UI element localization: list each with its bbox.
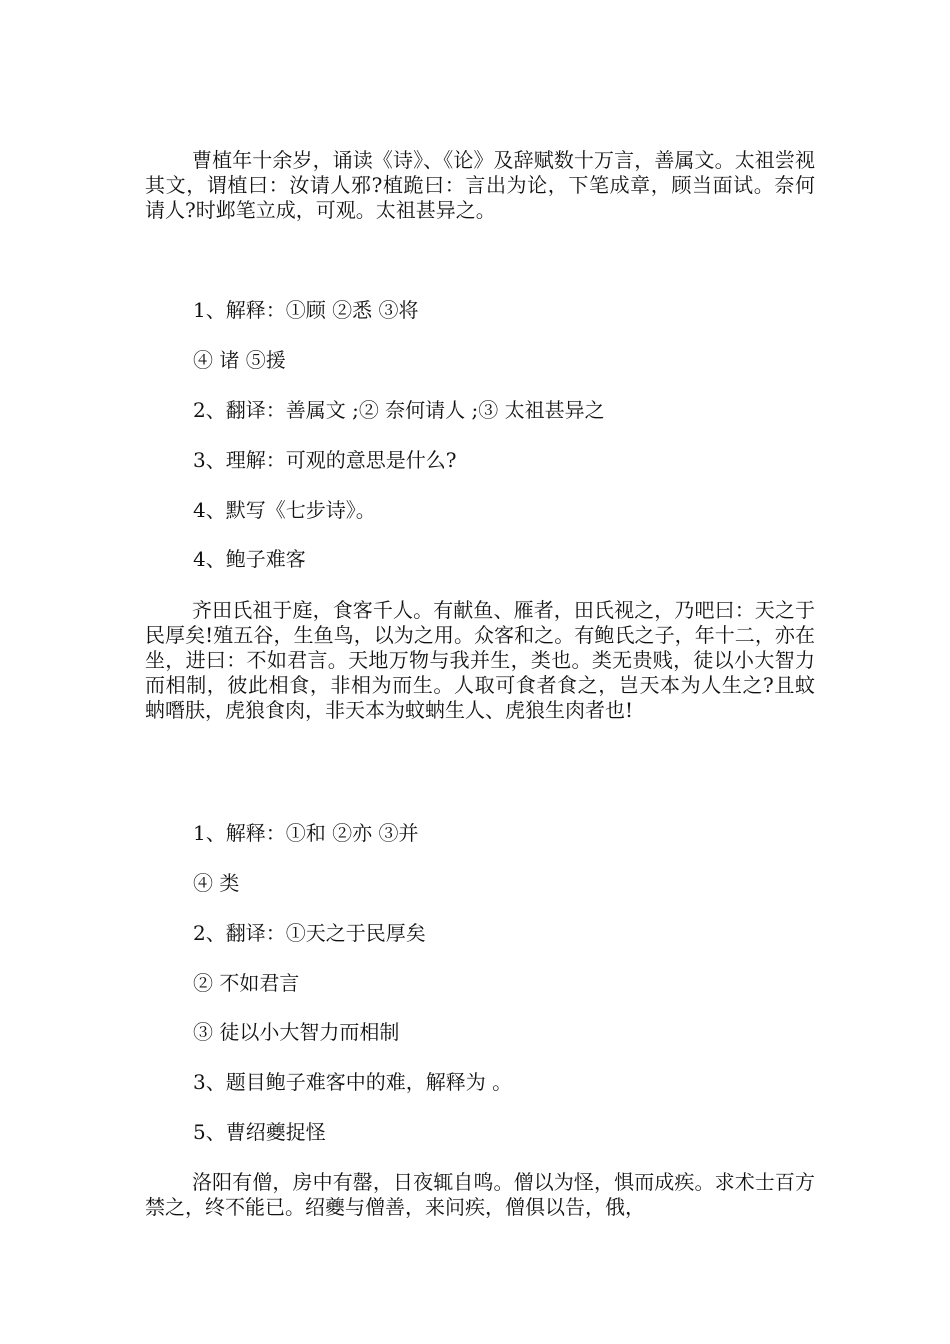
section-title-cao-shao-kui: 5、曹绍夔捉怪: [193, 1120, 326, 1144]
question-2-translate-2c: ③ 徒以小大智力而相制: [193, 1020, 400, 1044]
question-2-translate-2b: ② 不如君言: [193, 971, 300, 995]
question-1-explain-2-cont: ④ 类: [193, 871, 240, 895]
passage-bao-zi: 齐田氏祖于庭，食客千人。有献鱼、雁者，田氏视之，乃吧曰：天之于民厚矣!殖五谷，生鱼鸟，以为之用。众客和之。有鲍氏之子，年十二，亦在坐，进曰：不如君言。天地万物与我并生，类也。类无贵贱，徒以小大智力而相制，彼此相食，非相为而生。人取可食者食之，岂天本为人生之?且蚊蚋噆肤，虎狼食肉，非天本为蚊蚋生人、虎狼生肉者也!: [145, 598, 815, 722]
question-1-explain-2: 1、解释：①和 ②亦 ③并: [193, 821, 419, 845]
question-3-explain-nan: 3、题目鲍子难客中的难，解释为 。: [193, 1070, 513, 1094]
section-title-bao-zi: 4、鲍子难客: [193, 547, 306, 571]
passage-cao-zhi: 曹植年十余岁，诵读《诗》、《论》及辞赋数十万言，善属文。太祖尝视其文，谓植曰：汝请人邪?植跪曰：言出为论，下笔成章，顾当面试。奈何请人?时邺笔立成，可观。太祖甚异之。: [145, 148, 815, 222]
question-1-explain-cont: ④ 诸 ⑤援: [193, 348, 286, 372]
question-2-translate-2: 2、翻译：①天之于民厚矣: [193, 921, 426, 945]
question-3-understand: 3、理解：可观的意思是什么?: [193, 448, 457, 472]
question-2-translate: 2、翻译：善属文 ;② 奈何请人 ;③ 太祖甚异之: [193, 398, 605, 422]
passage-cao-shao-kui: 洛阳有僧，房中有罄，日夜辄自鸣。僧以为怪，惧而成疾。求术士百方禁之，终不能已。绍夔与僧善，来问疾，僧俱以告，俄，: [145, 1170, 815, 1219]
question-1-explain: 1、解释：①顾 ②悉 ③将: [193, 298, 419, 322]
question-4-dictation: 4、默写《七步诗》。: [193, 498, 376, 522]
